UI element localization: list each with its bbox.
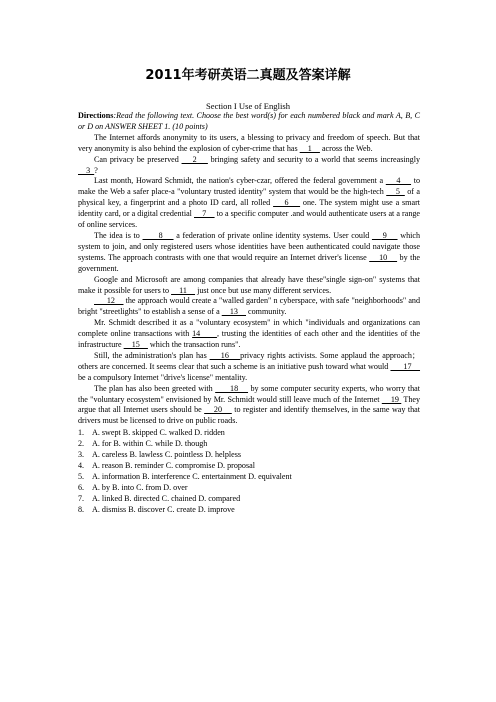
- directions-label: Directions: [78, 111, 114, 120]
- option-row-5: [78, 472, 420, 483]
- directions: [78, 111, 420, 133]
- option-row-2: [78, 439, 420, 450]
- option-row-1: [78, 428, 420, 439]
- option-number: 7.: [78, 493, 85, 503]
- option-number: 6.: [78, 482, 85, 492]
- option-row-4: [78, 461, 420, 472]
- paragraph-8: [78, 351, 420, 384]
- paragraph-2: [78, 155, 420, 177]
- blank-3: 3: [78, 165, 95, 175]
- text-run: ?: [94, 165, 98, 175]
- text-run: be a compulsory Internet "drive's license" mentality.: [78, 372, 248, 382]
- text-run: , trusting the identities of each other and the identities of the infrastructure: [78, 329, 420, 350]
- section-heading: Section I Use of English: [205, 101, 291, 111]
- blank-20: 20: [204, 405, 232, 415]
- option-text: A. linked B. directed C. chained D. compared: [92, 493, 241, 503]
- blank-1: 1: [299, 143, 320, 153]
- blank-4: 4: [385, 176, 412, 186]
- blank-12: 12: [94, 296, 124, 306]
- option-text: A. reason B. reminder C. compromise D. proposal: [92, 461, 255, 470]
- option-text: A. careless B. lawless C. pointless D. helpless: [92, 450, 242, 460]
- text-run: to a specific computer .and would authenticate users at a range of online services.: [78, 209, 420, 230]
- blank-7: 7: [194, 209, 215, 219]
- text-run: to make the Web a safer place-a "voluntary trusted identity" system that would be the high-tech: [78, 176, 420, 197]
- text-run: Still, the administration's plan has: [94, 350, 210, 360]
- blank-14: 14: [192, 329, 217, 339]
- text-run: by the government.: [78, 252, 421, 273]
- blank-11: 11: [171, 285, 196, 295]
- text-run: a federation of private online identity systems. User could: [173, 230, 372, 240]
- option-row-7: [78, 494, 420, 505]
- blank-15: 15: [123, 340, 148, 350]
- paragraph-9: [78, 384, 420, 428]
- text-run: which the transaction runs".: [147, 340, 241, 350]
- blank-10: 10: [369, 252, 398, 262]
- paragraph-7: [78, 318, 420, 351]
- option-row-6: [78, 483, 420, 494]
- text-run: the approach would create a "walled garden" n cyberspace, with safe "neighborhoods" and bright "streetlights" to establish a sense of a: [78, 296, 421, 317]
- text-run: privacy rights activists. Some applaud the approach； others are concerned. It seems clear that such a scheme is an initiative push toward what would: [78, 350, 420, 371]
- blank-19: 19: [381, 394, 402, 404]
- blank-8: 8: [142, 230, 174, 240]
- paragraph-1: [78, 133, 420, 155]
- text-run: Mr. Schmidt described it as a "voluntary ecosystem" in which "individuals and organizations can complete online transactions with: [78, 318, 420, 339]
- text-run: The plan has also been greeted with: [94, 383, 216, 393]
- blank-9: 9: [371, 230, 398, 240]
- option-row-3: [78, 450, 420, 461]
- blank-6: 6: [273, 198, 301, 208]
- directions-text: :Read the following text. Choose the best word(s) for each numbered black and mark A, B, C or D on ANSWER SHEET 1. (10 points): [78, 111, 420, 131]
- paragraph-4: [78, 231, 420, 275]
- blank-5: 5: [386, 187, 405, 197]
- paragraph-3: [78, 176, 420, 231]
- option-number: 8.: [78, 504, 85, 514]
- options-list: [78, 428, 420, 515]
- text-run: of a physical key, a fingerprint and a photo ID card, all rolled: [78, 187, 420, 208]
- text-run: They argue that all Internet users should be: [78, 394, 421, 415]
- text-run: community.: [246, 307, 287, 317]
- option-text: A. for B. within C. while D. though: [92, 439, 208, 449]
- text-run: across the Web.: [319, 143, 373, 153]
- option-text: A. dismiss B. discover C. create D. improve: [92, 504, 235, 514]
- blank-17: 17: [390, 361, 421, 371]
- option-number: 2.: [78, 439, 85, 449]
- text-run: by some computer security experts, who worry that the "voluntary ecosystem" envisioned by Mr. Schmidt would still leave much of the Internet: [78, 383, 421, 404]
- option-number: 4.: [78, 461, 85, 470]
- text-run: Google and Microsoft are among companies that already have these"single sign-on" systems that make it possible for users to: [78, 274, 420, 295]
- option-text: A. information B. interference C. entertainment D. equivalent: [92, 471, 292, 481]
- option-row-8: [78, 505, 420, 516]
- text-run: Last month, Howard Schmidt, the nation's cyber-czar, offered the federal government a: [94, 176, 386, 186]
- blank-18: 18: [215, 383, 249, 393]
- option-number: 3.: [78, 450, 85, 460]
- option-number: 5.: [78, 471, 85, 481]
- text-run: to register and identify themselves, in the same way that drivers must be licensed to drive on public roads.: [78, 405, 420, 426]
- text-run: bringing safety and security to a world that seems increasingly: [207, 154, 421, 164]
- option-text: A. swept B. skipped C. walked D. ridden: [92, 428, 225, 438]
- text-run: The idea is to: [94, 230, 143, 240]
- document-body: [78, 111, 420, 516]
- page-title: 2011年考研英语二真题及答案详解: [145, 68, 351, 83]
- blank-13: 13: [221, 307, 247, 317]
- text-run: one. The system might use a smart identity card, or a digital credential: [78, 198, 421, 219]
- option-number: 1.: [78, 428, 85, 438]
- text-run: Can privacy be preserved: [94, 154, 182, 164]
- paragraph-6: [78, 296, 420, 318]
- text-run: which system to join, and only registered users whose identities have been authenticated could navigate those systems. The approach contrasts with one that would require an Internet driver's license: [78, 230, 421, 262]
- paragraph-5: [78, 275, 420, 297]
- blank-2: 2: [181, 154, 208, 164]
- text-run: just once but use many different services.: [195, 285, 332, 295]
- option-text: A. by B. into C. from D. over: [92, 482, 188, 492]
- blank-16: 16: [209, 350, 241, 360]
- text-run: The Internet affords anonymity to its users, a blessing to privacy and freedom of speech. But that very anonymity is also behind the explosion of cyber-crime that has: [78, 132, 420, 153]
